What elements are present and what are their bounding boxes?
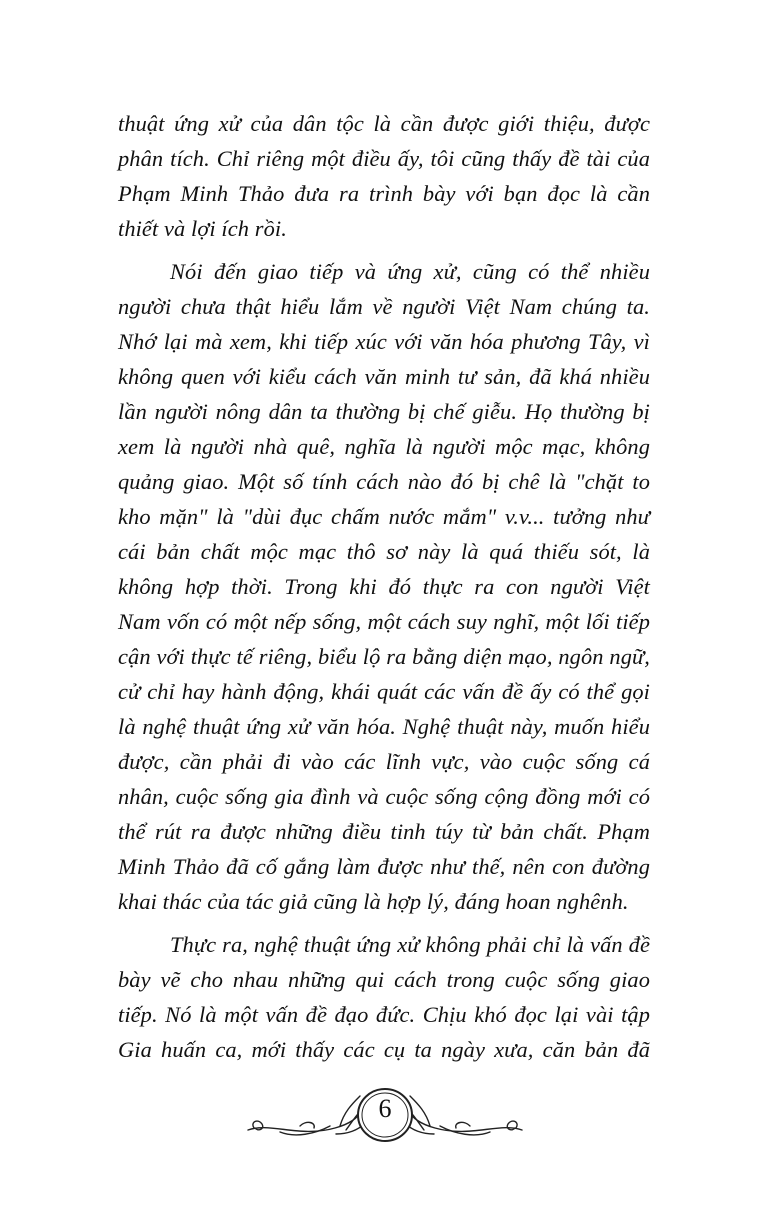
text-line: không quen với kiểu cách văn minh tư sản, đã khá nhiều [118, 364, 650, 389]
text-line: phân tích. Chỉ riêng một điều ấy, tôi cũng thấy đề tài của [118, 146, 650, 171]
text-line: nhân, cuộc sống gia đình và cuộc sống cộng đồng mới có [118, 784, 650, 809]
text-line: cận với thực tế riêng, biểu lộ ra bằng diện mạo, ngôn ngữ, [118, 644, 650, 669]
text-line: thiết và lợi ích rồi. [118, 216, 287, 241]
paragraph-2 [118, 254, 650, 919]
text-line: được, cần phải đi vào các lĩnh vực, vào cuộc sống cá [118, 749, 650, 774]
text-line: là nghệ thuật ứng xử văn hóa. Nghệ thuật này, muốn hiểu [118, 714, 650, 739]
text-line: thể rút ra được những điều tinh túy từ bản chất. Phạm [118, 819, 650, 844]
text-line: cử chỉ hay hành động, khái quát các vấn đề ấy có thể gọi [118, 679, 650, 704]
page-folio [240, 1082, 530, 1152]
text-line: không hợp thời. Trong khi đó thực ra con người Việt [118, 574, 650, 599]
text-line: Gia huấn ca, mới thấy các cụ ta ngày xưa, căn bản đã [118, 1037, 650, 1062]
text-line: người chưa thật hiểu lắm về người Việt Nam chúng ta. [118, 294, 650, 319]
text-line: Nam vốn có một nếp sống, một cách suy nghĩ, một lối tiếp [118, 609, 650, 634]
paragraph-1 [118, 106, 650, 246]
text-line: lần người nông dân ta thường bị chế giễu. Họ thường bị [118, 399, 650, 424]
text-line: cái bản chất mộc mạc thô sơ này là quá thiếu sót, là [118, 539, 650, 564]
text-line: Nhớ lại mà xem, khi tiếp xúc với văn hóa phương Tây, vì [118, 329, 650, 354]
text-line: xem là người nhà quê, nghĩa là người mộc mạc, không [118, 434, 650, 459]
paragraph-3 [118, 927, 650, 1067]
text-line: khai thác của tác giả cũng là hợp lý, đáng hoan nghênh. [118, 889, 629, 914]
text-line: bày vẽ cho nhau những qui cách trong cuộc sống giao [118, 967, 650, 992]
text-line: thuật ứng xử của dân tộc là cần được giới thiệu, được [118, 111, 650, 136]
page-number: 6 [378, 1094, 392, 1123]
text-line: Nói đến giao tiếp và ứng xử, cũng có thể nhiều [170, 259, 650, 284]
page-body [118, 106, 650, 1067]
text-line: tiếp. Nó là một vấn đề đạo đức. Chịu khó đọc lại vài tập [118, 1002, 650, 1027]
text-line: Thực ra, nghệ thuật ứng xử không phải chỉ là vấn đề [170, 932, 650, 957]
text-line: quảng giao. Một số tính cách nào đó bị chê là "chặt to [118, 469, 650, 494]
text-line: Minh Thảo đã cố gắng làm được như thế, nên con đường [118, 854, 650, 879]
text-line: Phạm Minh Thảo đưa ra trình bày với bạn đọc là cần [118, 181, 650, 206]
text-line: kho mặn" là "dùi đục chấm nước mắm" v.v... tưởng như [118, 504, 650, 529]
